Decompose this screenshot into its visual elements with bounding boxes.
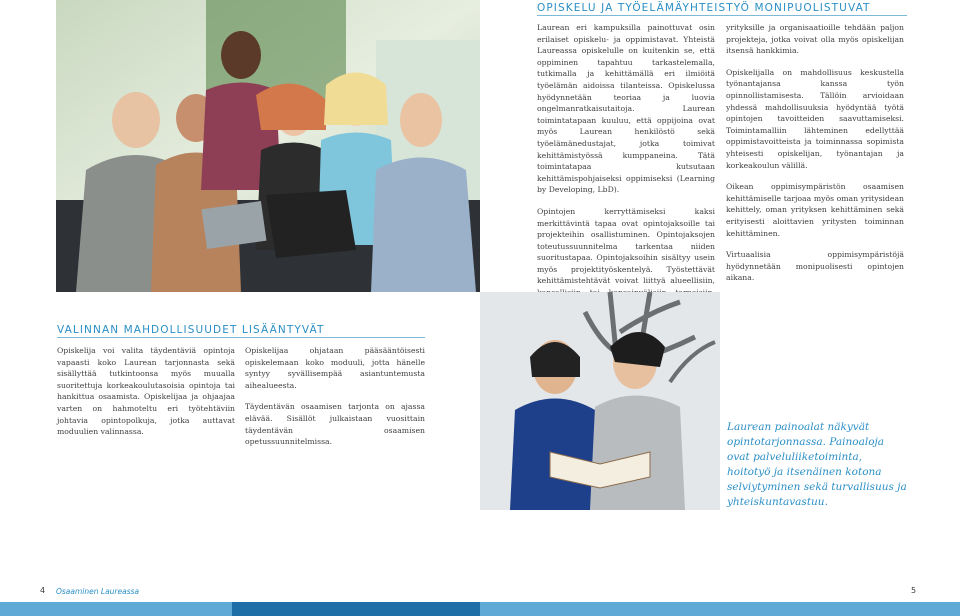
bottom-text-column-1 — [57, 345, 235, 448]
top-col2-paragraph-2: Opiskelijalla on mahdollisuus keskustella työnantajansa kanssa työn opinnollistamisesta. Tällöin arvioidaan yhdessä mahdollisuuksia hyödyntää työtä opintojen tavoitteiden saavuttamiseksi. Toimintamalliin lähteminen edellyttää oppimistavoitteista ja toiminnassa sopimista yhteisesti opiskelijan, työnantajan ja korkeakoulun välillä. — [726, 67, 904, 170]
students-group-photo — [56, 0, 480, 292]
top-text-column-2 — [726, 22, 904, 294]
caption-line-1: Laurean painoalat näkyvät — [727, 421, 870, 433]
top-section-rule — [537, 15, 907, 16]
top-col2-paragraph-1: yrityksille ja organisaatioille tehdään paljon projekteja, jotka voivat olla myös opiskelijan itsensä hankkimia. — [726, 23, 904, 56]
bottom-section-rule — [57, 337, 425, 338]
right-page-number: 5 — [911, 586, 917, 595]
left-footer-title: Osaaminen Laureassa — [56, 587, 140, 596]
top-col1-paragraph-1: Laurean eri kampuksilla painottuvat osin erilaiset opiskelu- ja oppimistavat. Yhteistä Laureassa opiskelulle on kuitenkin se, että oppiminen tapahtuu tarkastelemalla, tutkimalla ja kehittämällä eri ilmiöitä työelämän aidoissa tilanteissa. Opiskelussa hyödynnetään teoriaa ja luovia ongelmanratkaisutaitoja. Laurean toimintatapaan kuuluu, että oppijoina ovat myös Laurean henkilöstö sekä työelämänedustajat, jotka toimivat kehittämistyössä kumppaneina. Tätä toimintatapaa kutsutaan kehittämispohjaiseksi oppimiseksi (Learning by Developing, LbD). — [537, 23, 715, 195]
top-col2-paragraph-3: Oikean oppimisympäristön osaamisen kehittämiselle tarjoaa myös oman yritysidean kehittely, oman yrityksen kehittäminen sekä erityisesti aloittavien yritysten toiminnan kehittäminen. — [726, 182, 904, 238]
bottom-col1-paragraph-1: Opiskelija voi valita täydentäviä opintoja vapaasti koko Laurean tarjonnasta sekä sisällyttää tutkintoonsa myös muualla suoritettuja korkeakoulutasoisia opintoja tai hankittua osaamista. Opiskelijaa ja ohjaajaa varten on hahmoteltu eri työtehtäviin johtavia opintopolkuja, jotka auttavat moduulien valinnassa. — [57, 346, 235, 437]
top-text-column-1 — [537, 22, 715, 320]
caption-line-3-prefix: ovat — [727, 451, 754, 463]
two-students-illustration — [480, 292, 720, 510]
students-group-illustration — [56, 0, 480, 292]
left-page-number: 4 — [40, 586, 46, 595]
photo-caption — [727, 420, 937, 510]
caption-line-6: yhteiskuntavastuu. — [727, 496, 828, 508]
caption-line-4: hoitotyö ja itsenäinen kotona — [727, 466, 882, 478]
bottom-section-title: VALINNAN MAHDOLLISUUDET LISÄÄNTYVÄT — [57, 324, 325, 336]
bottom-col2-paragraph-1: Opiskelijaa ohjataan pääsääntöisesti opiskelemaan koko moduuli, jotta hänelle syntyy syvällisempää asiantuntemusta aihealueesta. — [245, 346, 425, 390]
bottom-col2-paragraph-2: Täydentävän osaamisen tarjonta on ajassa elävää. Sisällöt julkaistaan vuosittain täydentävän osaamisen opetussuunnitelmissa. — [245, 402, 425, 447]
top-col1-paragraph-2: Opintojen kerryttämiseksi kaksi merkittävintä tapaa ovat opintojaksoille tai projekteihin osallistuminen. Opintojaksojen toteutussuunnitelma tarkentaa niiden suoritustapaa. Opintojaksoihin sisältyy usein myös projektityöskentelyä. Työstettävät kehittämistehtävät voivat liittyä alueellisiin, — [537, 206, 715, 286]
bottom-text-column-2 — [245, 345, 425, 458]
two-students-photo — [480, 292, 720, 510]
footer-bar-left — [0, 602, 232, 616]
top-section-title: OPISKELU JA TYÖELÄMÄYHTEISTYÖ MONIPUOLISTUVAT — [537, 2, 871, 14]
caption-line-3-highlight: palveluliiketoiminta, — [753, 451, 863, 463]
top-col2-paragraph-4: Virtuaalisia oppimisympäristöjä hyödynnetään monipuolisesti opintojen aikana. — [726, 250, 904, 283]
footer-bar-middle — [232, 602, 480, 616]
caption-line-5: selviytyminen sekä turvallisuus ja — [727, 481, 907, 493]
footer-bar-right — [480, 602, 960, 616]
caption-line-2: opintotarjonnassa. Painoaloja — [727, 436, 885, 448]
caption-line-3 — [727, 450, 937, 465]
